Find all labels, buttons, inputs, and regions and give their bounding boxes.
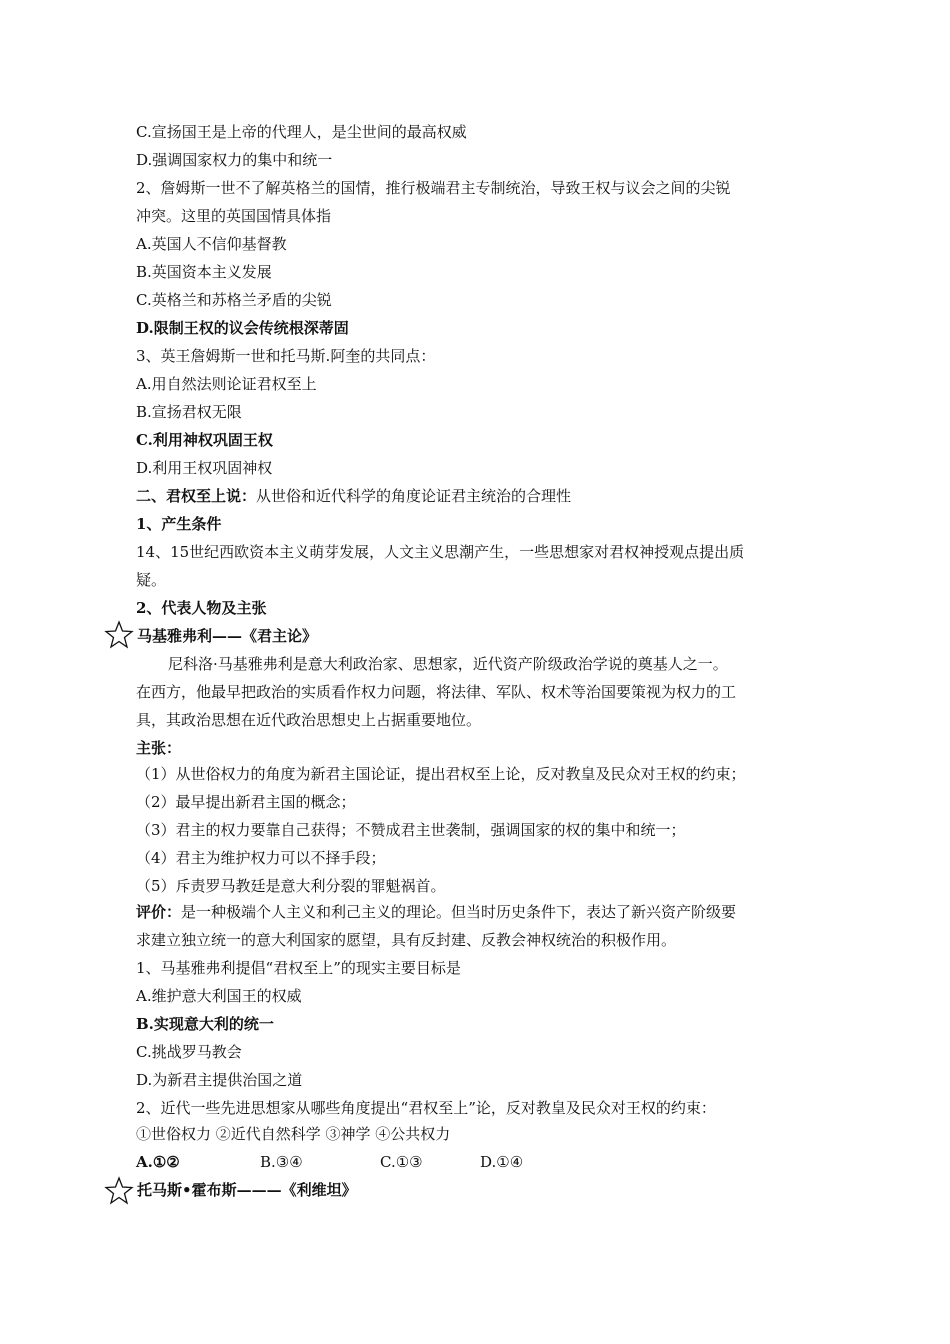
q2-option-c: C.英格兰和苏格兰矛盾的尖锐	[136, 291, 332, 309]
mq1-option-c: C.挑战罗马教会	[136, 1043, 242, 1061]
mq2-options	[136, 1152, 826, 1172]
section2-heading	[136, 486, 826, 506]
q3-option-b: B.宣扬君权无限	[136, 403, 242, 421]
mq1-option-b-answer: B.实现意大利的统一	[136, 1015, 274, 1033]
mq1-option-d: D.为新君主提供治国之道	[136, 1071, 303, 1089]
claim-item: （2）最早提出新君主国的概念；	[136, 793, 356, 811]
evaluation-label: 评价：	[136, 903, 182, 921]
q2-stem-line2: 冲突。这里的英国国情具体指	[136, 207, 332, 225]
claim-item: （3）君主的权力要靠自己获得；不赞成君主世袭制，强调国家的权的集中和统一；	[136, 821, 686, 839]
mq1-option-a: A.维护意大利国王的权威	[136, 987, 302, 1005]
q2-option-d-answer: D.限制王权的议会传统根深蒂固	[136, 319, 349, 337]
machiavelli-intro-line2: 在西方，他最早把政治的实质看作权力问题，将法律、军队、权术等治国要策视为权力的工	[136, 683, 737, 701]
mq2-option-d: D.①④	[480, 1153, 524, 1171]
q2-option-b: B.英国资本主义发展	[136, 263, 272, 281]
mq2-option-a-answer: A.①②	[136, 1153, 180, 1171]
claim-item: （1）从世俗权力的角度为新君主国论证，提出君权至上论，反对教皇及民众对王权的约束；	[136, 765, 746, 783]
section2-heading-rest: 从世俗和近代科学的角度论证君主统治的合理性	[256, 487, 572, 505]
claim-item: （5）斥责罗马教廷是意大利分裂的罪魁祸首。	[136, 877, 446, 895]
hobbes-heading: 托马斯•霍布斯———《利维坦》	[137, 1181, 357, 1199]
mq2-stem: 2、近代一些先进思想家从哪些角度提出“君权至上”论，反对教皇及民众对王权的约束：	[136, 1099, 716, 1117]
q3-stem: 3、英王詹姆斯一世和托马斯.阿奎的共同点：	[136, 347, 436, 365]
section2-sub2: 2、代表人物及主张	[136, 599, 267, 617]
section2-sub1: 1、产生条件	[136, 515, 222, 533]
mq2-items: ①世俗权力 ②近代自然科学 ③神学 ④公共权力	[136, 1125, 451, 1143]
mq2-option-c: C.①③	[380, 1153, 423, 1171]
q1-option-d: D.强调国家权力的集中和统一	[136, 151, 333, 169]
mq2-option-b: B.③④	[260, 1153, 303, 1171]
machiavelli-intro-line1: 尼科洛·马基雅弗利是意大利政治家、思想家，近代资产阶级政治学说的奠基人之一。	[168, 655, 728, 673]
evaluation-line1	[136, 902, 826, 922]
claim-item: （4）君主为维护权力可以不择手段；	[136, 849, 386, 867]
machiavelli-heading: 马基雅弗利——《君主论》	[137, 627, 318, 645]
q1-option-c: C.宣扬国王是上帝的代理人，是尘世间的最高权威	[136, 123, 467, 141]
q2-option-a: A.英国人不信仰基督教	[136, 235, 287, 253]
mq1-stem: 1、马基雅弗利提倡“君权至上”的现实主要目标是	[136, 959, 461, 977]
section2-heading-bold: 二、君权至上说：	[136, 487, 257, 505]
q3-option-d: D.利用王权巩固神权	[136, 459, 273, 477]
star-outline-icon	[104, 620, 134, 650]
conditions-line2: 疑。	[136, 571, 167, 589]
evaluation-line2: 求建立独立统一的意大利国家的愿望，具有反封建、反教会神权统治的积极作用。	[136, 931, 677, 949]
conditions-line1: 14、15世纪西欧资本主义萌芽发展，人文主义思潮产生，一些思想家对君权神授观点提出质	[136, 543, 745, 561]
q2-stem-line1: 2、詹姆斯一世不了解英格兰的国情，推行极端君主专制统治，导致王权与议会之间的尖锐	[136, 179, 731, 197]
evaluation-text: 是一种极端个人主义和利己主义的理论。但当时历史条件下，表达了新兴资产阶级要	[181, 903, 737, 921]
q3-option-c-answer: C.利用神权巩固王权	[136, 431, 273, 449]
machiavelli-intro-line3: 具，其政治思想在近代政治思想史上占据重要地位。	[136, 711, 482, 729]
q3-option-a: A.用自然法则论证君权至上	[136, 375, 317, 393]
claims-label: 主张：	[136, 739, 182, 757]
star-outline-icon	[104, 1176, 134, 1206]
